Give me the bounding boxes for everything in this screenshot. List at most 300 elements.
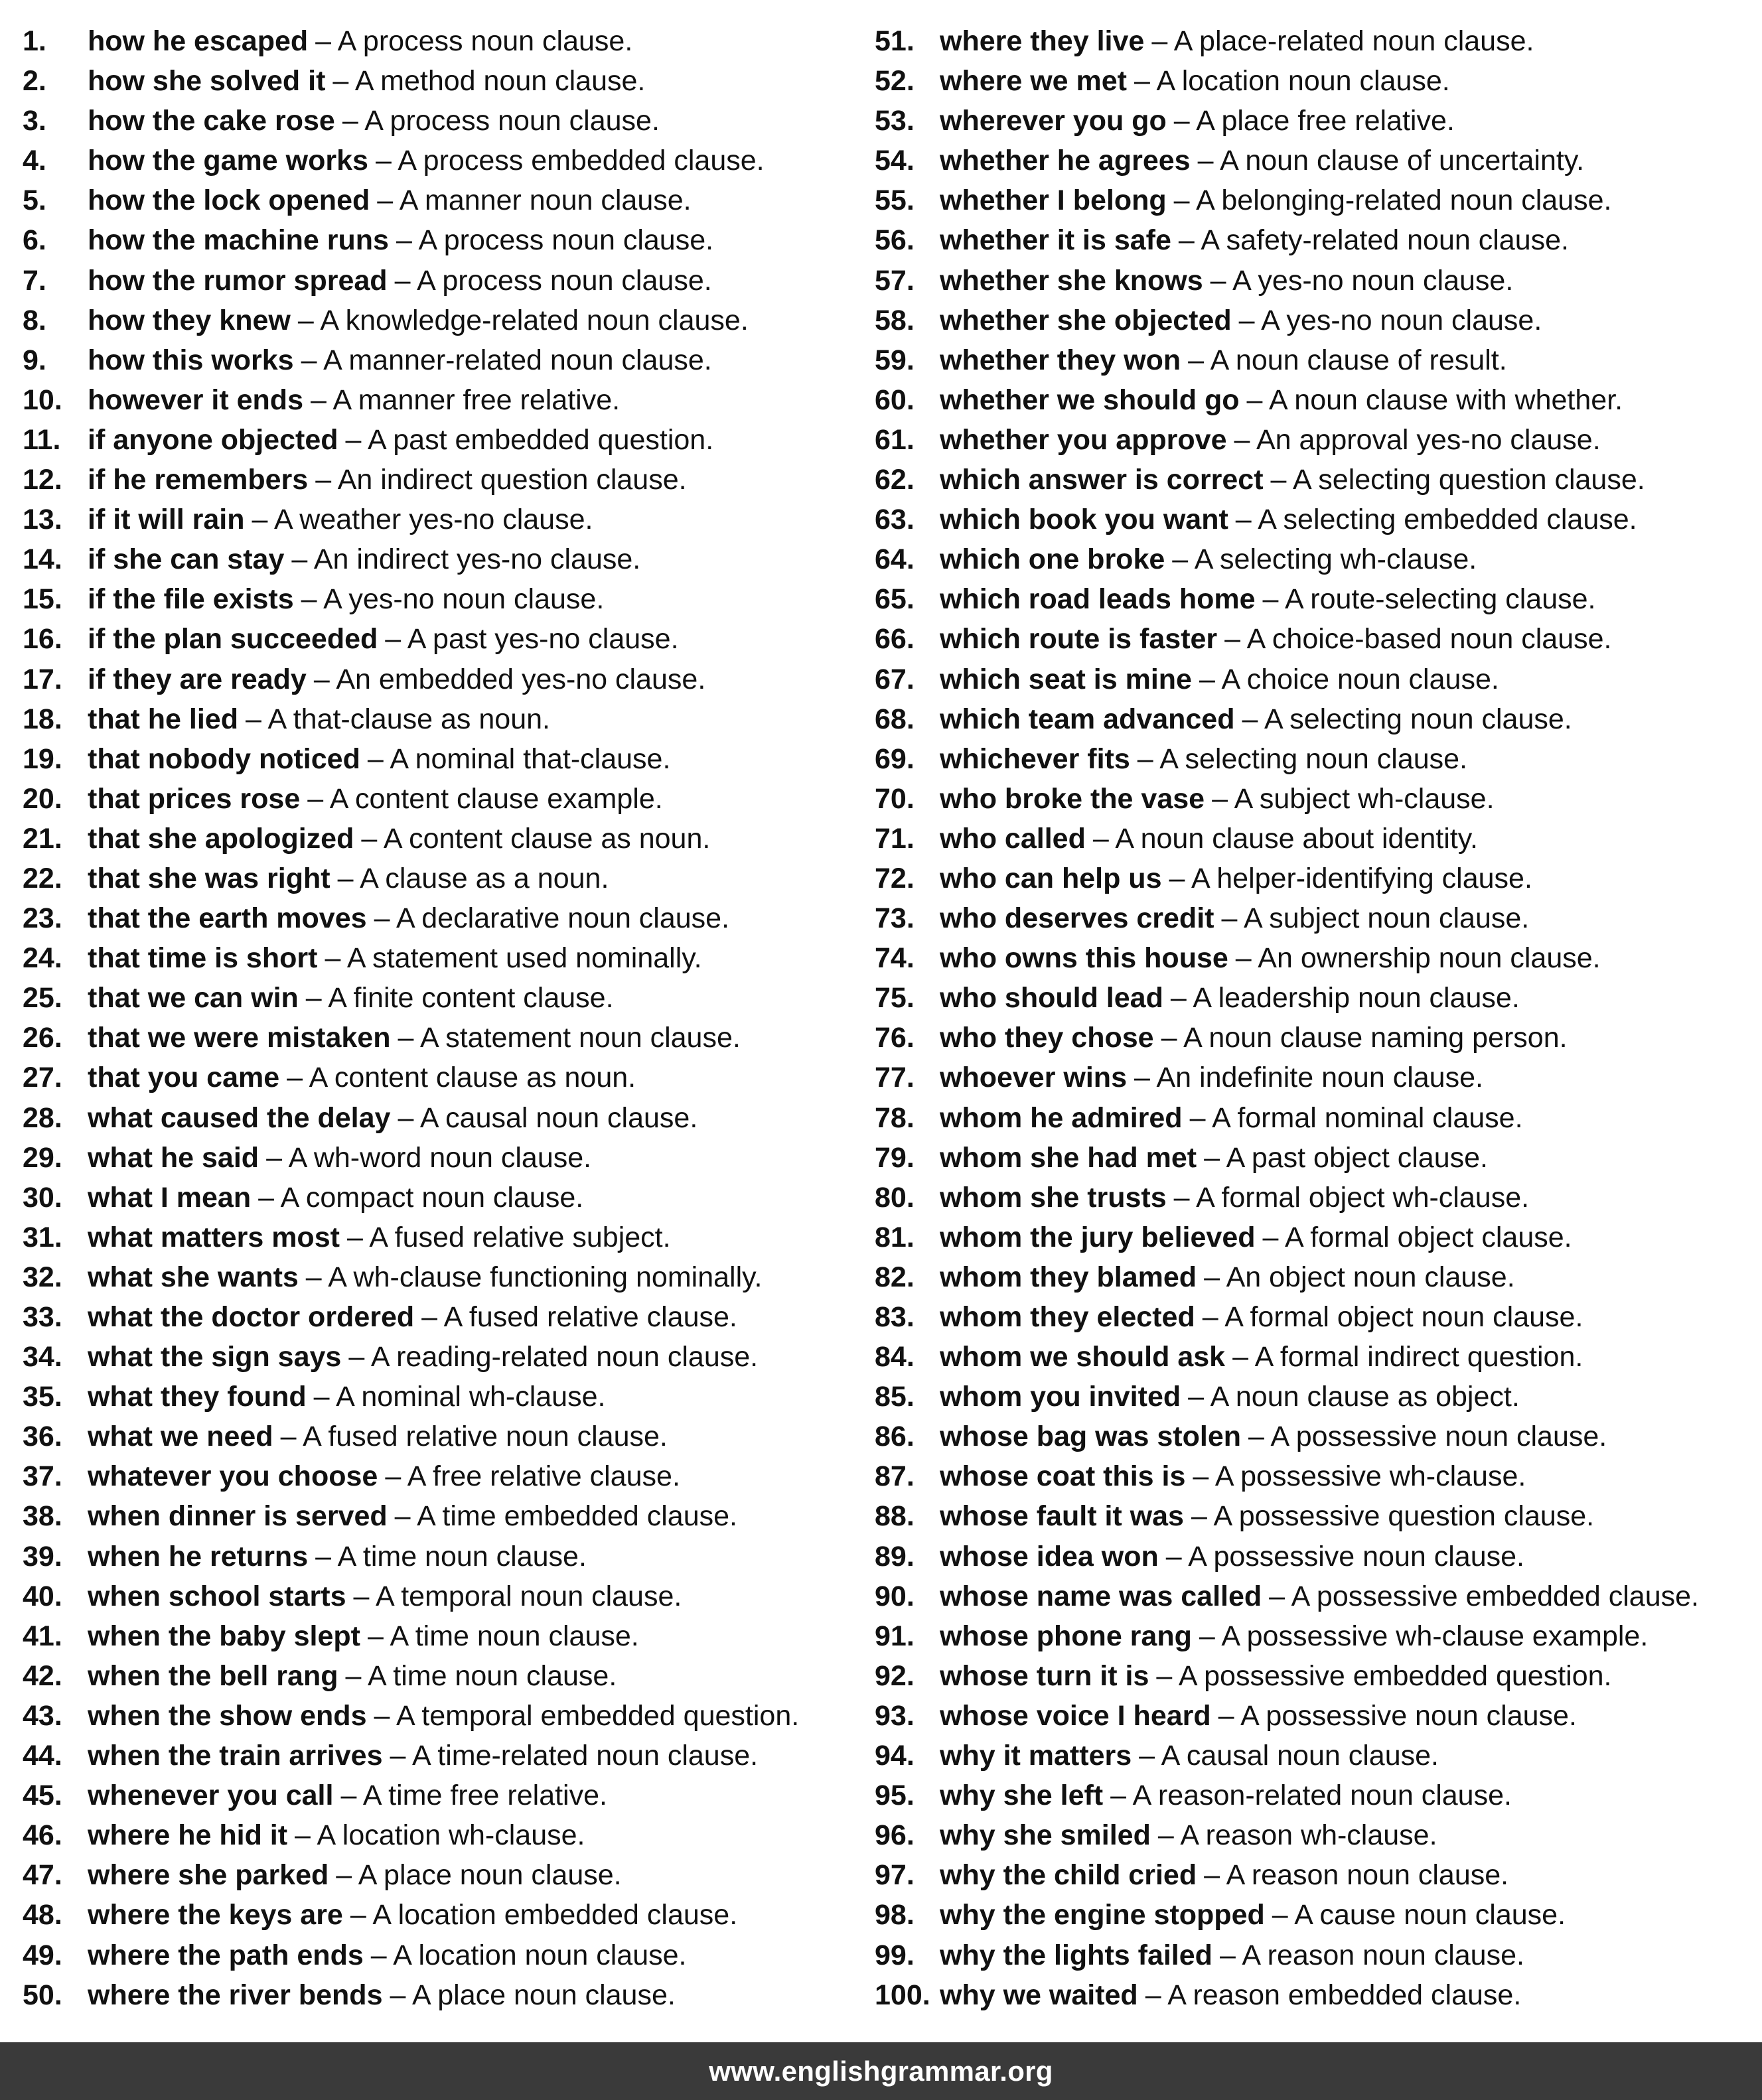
entry-description: – A time noun clause. [345, 1659, 617, 1692]
entry-number: 55. [875, 184, 915, 217]
list-item [875, 1935, 1751, 1975]
list-item [875, 1855, 1751, 1895]
list-item [875, 978, 1751, 1018]
entry-description: – A yes-no noun clause. [1238, 304, 1542, 336]
entry-number: 16. [23, 623, 62, 656]
list-item [23, 579, 845, 619]
entry-number: 11. [23, 423, 61, 456]
entry-description: – An approval yes-no clause. [1234, 423, 1601, 456]
entry-number: 51. [875, 25, 915, 57]
entry-number: 76. [875, 1022, 915, 1054]
entry-number: 96. [875, 1819, 915, 1852]
entry-description: – A fused relative noun clause. [280, 1421, 668, 1453]
entry-phrase: when the train arrives [88, 1740, 383, 1772]
entry-number: 85. [875, 1381, 915, 1413]
entry-phrase: who deserves credit [940, 902, 1214, 935]
list-item [875, 1257, 1751, 1297]
entry-phrase: whoever wins [940, 1062, 1127, 1094]
entry-phrase: that we were mistaken [88, 1022, 391, 1054]
entry-phrase: whose fault it was [940, 1500, 1184, 1533]
entry-number: 84. [875, 1341, 915, 1373]
list-item [875, 21, 1751, 61]
entry-phrase: whether she objected [940, 304, 1232, 336]
entry-phrase: if the plan succeeded [88, 623, 378, 656]
list-item [23, 1895, 845, 1935]
entry-description: – A wh-clause functioning nominally. [305, 1261, 763, 1293]
entry-phrase: how they knew [88, 304, 291, 336]
list-item [23, 1257, 845, 1297]
entry-description: – A past object clause. [1204, 1141, 1488, 1174]
list-item [23, 180, 845, 220]
entry-description: – A reason wh-clause. [1157, 1819, 1437, 1852]
entry-phrase: that time is short [88, 942, 318, 975]
entry-number: 79. [875, 1141, 915, 1174]
entry-phrase: that she was right [88, 862, 330, 894]
list-item [23, 859, 845, 898]
entry-number: 68. [875, 703, 915, 735]
entry-phrase: where the path ends [88, 1939, 364, 1971]
entry-phrase: how this works [88, 344, 294, 376]
list-item [23, 1377, 845, 1417]
list-item [23, 1018, 845, 1058]
list-item [23, 1178, 845, 1218]
entry-number: 87. [875, 1460, 915, 1493]
entry-number: 26. [23, 1022, 62, 1054]
entry-number: 43. [23, 1699, 62, 1732]
footer-url: www.englishgrammar.org [709, 2055, 1053, 2087]
entry-description: – A process embedded clause. [375, 145, 765, 177]
list-item [875, 1736, 1751, 1776]
entry-phrase: which team advanced [940, 703, 1235, 735]
entry-description: – A process noun clause. [396, 224, 714, 257]
list-item [23, 699, 845, 739]
list-item [875, 859, 1751, 898]
entry-phrase: which road leads home [940, 583, 1256, 616]
list-item [875, 1696, 1751, 1736]
entry-number: 3. [23, 105, 46, 137]
list-item [875, 500, 1751, 539]
entry-phrase: whenever you call [88, 1780, 334, 1812]
entry-phrase: where we met [940, 65, 1127, 98]
entry-description: – An indirect question clause. [315, 464, 687, 496]
entry-description: – A selecting embedded clause. [1235, 504, 1637, 536]
list-item [23, 779, 845, 819]
list-item [875, 1656, 1751, 1696]
entry-phrase: whether you approve [940, 423, 1227, 456]
entry-phrase: whose coat this is [940, 1460, 1186, 1493]
list-item [875, 819, 1751, 859]
list-item [875, 1218, 1751, 1257]
entry-phrase: whether they won [940, 344, 1181, 376]
list-item [875, 1895, 1751, 1935]
entry-phrase: however it ends [88, 384, 303, 416]
entry-phrase: what they found [88, 1381, 307, 1413]
entry-number: 61. [875, 423, 915, 456]
list-item [875, 779, 1751, 819]
list-item [23, 261, 845, 301]
list-item [23, 1098, 845, 1138]
entry-description: – A fused relative clause. [421, 1301, 737, 1333]
entry-description: – A noun clause about identity. [1092, 822, 1478, 855]
entry-number: 89. [875, 1540, 915, 1573]
list-item [23, 141, 845, 180]
entry-number: 18. [23, 703, 62, 735]
entry-number: 23. [23, 902, 62, 935]
list-item [23, 1935, 845, 1975]
entry-phrase: whether she knows [940, 264, 1203, 297]
entry-description: – A free relative clause. [385, 1460, 680, 1493]
entry-number: 41. [23, 1620, 62, 1652]
entry-phrase: where he hid it [88, 1819, 288, 1852]
entry-description: – A process noun clause. [394, 264, 712, 297]
entry-number: 12. [23, 464, 62, 496]
entry-phrase: which one broke [940, 543, 1165, 576]
entry-description: – A time embedded clause. [394, 1500, 737, 1533]
list-item [23, 21, 845, 61]
list-item [875, 101, 1751, 141]
entry-phrase: where the keys are [88, 1899, 343, 1931]
entry-number: 38. [23, 1500, 62, 1533]
list-item [23, 898, 845, 938]
entry-description: – An indefinite noun clause. [1134, 1062, 1483, 1094]
entry-description: – A that-clause as noun. [245, 703, 550, 735]
entry-number: 5. [23, 184, 46, 217]
entry-number: 99. [875, 1939, 915, 1971]
entry-number: 1. [23, 25, 46, 57]
list-item [23, 420, 845, 460]
entry-number: 50. [23, 1979, 62, 2011]
list-item [875, 61, 1751, 101]
entry-phrase: when the bell rang [88, 1659, 338, 1692]
entry-number: 53. [875, 105, 915, 137]
entry-description: – A selecting wh-clause. [1172, 543, 1477, 576]
entry-phrase: who owns this house [940, 942, 1228, 975]
list-item [875, 1058, 1751, 1097]
entry-number: 4. [23, 145, 46, 177]
entry-phrase: what we need [88, 1421, 273, 1453]
entry-description: – A yes-no noun clause. [301, 583, 605, 616]
entry-phrase: why the engine stopped [940, 1899, 1265, 1931]
list-item [23, 220, 845, 260]
entry-description: – A noun clause as object. [1188, 1381, 1520, 1413]
list-item [875, 938, 1751, 978]
entry-description: – A time noun clause. [315, 1540, 587, 1573]
list-item [23, 1696, 845, 1736]
entry-number: 74. [875, 942, 915, 975]
entry-phrase: what she wants [88, 1261, 299, 1293]
list-item [875, 1178, 1751, 1218]
entry-phrase: whose voice I heard [940, 1699, 1211, 1732]
entry-description: – A manner-related noun clause. [301, 344, 712, 376]
entry-number: 77. [875, 1062, 915, 1094]
list-item [875, 420, 1751, 460]
entry-description: – A time free relative. [340, 1780, 607, 1812]
entry-number: 63. [875, 504, 915, 536]
entry-number: 57. [875, 264, 915, 297]
entry-description: – A safety-related noun clause. [1178, 224, 1569, 257]
entry-phrase: how the cake rose [88, 105, 335, 137]
entry-number: 65. [875, 583, 915, 616]
entry-description: – A manner noun clause. [377, 184, 692, 217]
entry-description: – A leadership noun clause. [1170, 982, 1520, 1015]
entry-description: – A yes-no noun clause. [1210, 264, 1514, 297]
entry-phrase: when the baby slept [88, 1620, 360, 1652]
list-item [23, 500, 845, 539]
entry-phrase: whom they blamed [940, 1261, 1197, 1293]
entry-number: 25. [23, 982, 62, 1015]
entry-phrase: what I mean [88, 1181, 252, 1214]
list-item [875, 220, 1751, 260]
entry-description: – A reason noun clause. [1219, 1939, 1524, 1971]
entry-number: 56. [875, 224, 915, 257]
entry-number: 22. [23, 862, 62, 894]
list-item [875, 141, 1751, 180]
list-item [875, 1496, 1751, 1536]
entry-phrase: what caused the delay [88, 1101, 391, 1134]
entry-number: 93. [875, 1699, 915, 1732]
entry-description: – A possessive question clause. [1191, 1500, 1595, 1533]
entry-number: 70. [875, 782, 915, 815]
entry-phrase: that prices rose [88, 782, 301, 815]
entry-phrase: that nobody noticed [88, 742, 360, 775]
entry-phrase: whether we should go [940, 384, 1240, 416]
entry-list-right [875, 21, 1751, 2015]
entry-description: – A time noun clause. [367, 1620, 639, 1652]
entry-phrase: why she left [940, 1780, 1104, 1812]
list-item [23, 1616, 845, 1656]
entry-phrase: that he lied [88, 703, 238, 735]
list-item [23, 1855, 845, 1895]
entry-number: 35. [23, 1381, 62, 1413]
entry-number: 29. [23, 1141, 62, 1174]
entry-number: 88. [875, 1500, 915, 1533]
list-item [875, 1537, 1751, 1576]
entry-phrase: why the lights failed [940, 1939, 1212, 1971]
list-item [23, 938, 845, 978]
list-item [875, 1576, 1751, 1616]
list-item [23, 1297, 845, 1337]
entry-phrase: why it matters [940, 1740, 1132, 1772]
list-item [875, 1815, 1751, 1855]
list-item [875, 1616, 1751, 1656]
entry-description: – A formal indirect question. [1232, 1341, 1583, 1373]
entry-number: 95. [875, 1780, 915, 1812]
entry-number: 2. [23, 65, 46, 98]
entry-phrase: whether he agrees [940, 145, 1191, 177]
entry-number: 90. [875, 1580, 915, 1612]
entry-phrase: when dinner is served [88, 1500, 388, 1533]
entry-phrase: who they chose [940, 1022, 1154, 1054]
entry-phrase: that we can win [88, 982, 299, 1015]
entry-phrase: whose name was called [940, 1580, 1262, 1612]
entry-number: 20. [23, 782, 62, 815]
entry-phrase: where the river bends [88, 1979, 383, 2011]
entry-description: – A reading-related noun clause. [348, 1341, 759, 1373]
entry-number: 39. [23, 1540, 62, 1573]
entry-number: 6. [23, 224, 46, 257]
entry-description: – A helper-identifying clause. [1169, 862, 1532, 894]
list-item [23, 1218, 845, 1257]
entry-phrase: which seat is mine [940, 663, 1192, 695]
entry-description: – A fused relative subject. [346, 1221, 671, 1253]
entry-number: 59. [875, 344, 915, 376]
entry-phrase: where they live [940, 25, 1145, 57]
entry-phrase: whom the jury believed [940, 1221, 1256, 1253]
entry-description: – A cause noun clause. [1272, 1899, 1566, 1931]
entry-phrase: which route is faster [940, 623, 1218, 656]
list-item [875, 1297, 1751, 1337]
entry-number: 92. [875, 1659, 915, 1692]
entry-description: – A location noun clause. [370, 1939, 687, 1971]
entry-number: 54. [875, 145, 915, 177]
entry-phrase: whom we should ask [940, 1341, 1226, 1373]
entry-phrase: when the show ends [88, 1699, 367, 1732]
entry-description: – A route-selecting clause. [1262, 583, 1596, 616]
entry-description: – A causal noun clause. [398, 1101, 698, 1134]
entry-description: – A possessive wh-clause. [1193, 1460, 1526, 1493]
entry-description: – A formal object clause. [1262, 1221, 1572, 1253]
entry-number: 8. [23, 304, 46, 336]
entry-phrase: whichever fits [940, 742, 1130, 775]
entry-number: 24. [23, 942, 62, 975]
entry-phrase: if anyone objected [88, 423, 338, 456]
entry-phrase: how the rumor spread [88, 264, 388, 297]
entry-description: – A belonging-related noun clause. [1173, 184, 1612, 217]
list-item [875, 380, 1751, 420]
entry-description: – A noun clause with whether. [1246, 384, 1623, 416]
entry-description: – A reason noun clause. [1204, 1859, 1509, 1892]
entry-phrase: who should lead [940, 982, 1163, 1015]
list-item [23, 1138, 845, 1178]
entry-description: – An indirect yes-no clause. [291, 543, 641, 576]
entry-phrase: whose phone rang [940, 1620, 1192, 1652]
entry-phrase: that you came [88, 1062, 280, 1094]
entry-description: – A selecting noun clause. [1137, 742, 1468, 775]
entry-description: – A possessive embedded question. [1156, 1659, 1612, 1692]
entry-phrase: whose turn it is [940, 1659, 1149, 1692]
entry-number: 47. [23, 1859, 62, 1892]
list-item [875, 1456, 1751, 1496]
entry-description: – A clause as a noun. [337, 862, 609, 894]
entry-number: 27. [23, 1062, 62, 1094]
entry-description: – A formal object wh-clause. [1173, 1181, 1530, 1214]
entry-phrase: when school starts [88, 1580, 346, 1612]
list-item [23, 539, 845, 579]
entry-number: 13. [23, 504, 62, 536]
entry-description: – A formal object noun clause. [1202, 1301, 1583, 1333]
entry-number: 45. [23, 1780, 62, 1812]
entry-phrase: which answer is correct [940, 464, 1264, 496]
list-item [23, 819, 845, 859]
list-item [875, 619, 1751, 659]
entry-number: 32. [23, 1261, 62, 1293]
entry-phrase: how he escaped [88, 25, 309, 57]
entry-number: 14. [23, 543, 62, 576]
list-item [23, 978, 845, 1018]
entry-description: – A possessive embedded clause. [1269, 1580, 1699, 1612]
entry-phrase: why we waited [940, 1979, 1138, 2011]
list-item [23, 1815, 845, 1855]
footer-bar [0, 2042, 1762, 2100]
entry-description: – A formal nominal clause. [1189, 1101, 1523, 1134]
entry-description: – A process noun clause. [315, 25, 633, 57]
entry-description: – A location wh-clause. [295, 1819, 585, 1852]
entry-description: – A place noun clause. [390, 1979, 676, 2011]
entry-number: 91. [875, 1620, 915, 1652]
list-item [23, 619, 845, 659]
entry-description: – A location noun clause. [1134, 65, 1450, 98]
entry-phrase: whom he admired [940, 1101, 1183, 1134]
list-item [875, 460, 1751, 500]
list-item [875, 579, 1751, 619]
entry-description: – A weather yes-no clause. [252, 504, 593, 536]
entry-description: – A manner free relative. [310, 384, 621, 416]
entry-phrase: if she can stay [88, 543, 285, 576]
list-item [875, 898, 1751, 938]
entry-description: – A process noun clause. [342, 105, 660, 137]
entry-description: – A compact noun clause. [258, 1181, 584, 1214]
entry-number: 69. [875, 742, 915, 775]
entry-number: 94. [875, 1740, 915, 1772]
entry-phrase: if they are ready [88, 663, 307, 695]
entry-description: – A time-related noun clause. [390, 1740, 759, 1772]
entry-description: – A noun clause naming person. [1161, 1022, 1568, 1054]
entry-description: – A statement used nominally. [325, 942, 702, 975]
list-item [875, 1417, 1751, 1456]
list-item [875, 1337, 1751, 1377]
entry-number: 30. [23, 1181, 62, 1214]
entry-description: – A content clause example. [307, 782, 663, 815]
entry-description: – A choice-based noun clause. [1224, 623, 1612, 656]
entry-phrase: whose idea won [940, 1540, 1159, 1573]
entry-number: 48. [23, 1899, 62, 1931]
entry-number: 83. [875, 1301, 915, 1333]
entry-phrase: whether I belong [940, 184, 1167, 217]
entry-description: – A noun clause of uncertainty. [1197, 145, 1585, 177]
entry-description: – A location embedded clause. [350, 1899, 738, 1931]
entry-phrase: whom she trusts [940, 1181, 1167, 1214]
entry-phrase: what the sign says [88, 1341, 342, 1373]
list-item [23, 380, 845, 420]
entry-phrase: if the file exists [88, 583, 294, 616]
entry-phrase: how the machine runs [88, 224, 389, 257]
list-item [23, 1337, 845, 1377]
list-item [23, 1656, 845, 1696]
entry-number: 15. [23, 583, 62, 616]
entry-number: 19. [23, 742, 62, 775]
list-item [875, 699, 1751, 739]
entry-number: 42. [23, 1659, 62, 1692]
entry-phrase: why she smiled [940, 1819, 1151, 1852]
entry-number: 34. [23, 1341, 62, 1373]
entry-number: 62. [875, 464, 915, 496]
entry-description: – A possessive noun clause. [1248, 1421, 1607, 1453]
entry-number: 86. [875, 1421, 915, 1453]
entry-phrase: which book you want [940, 504, 1228, 536]
list-item [23, 1736, 845, 1776]
list-item [875, 660, 1751, 699]
entry-list-left [23, 21, 845, 2015]
entry-phrase: who broke the vase [940, 782, 1205, 815]
entry-phrase: where she parked [88, 1859, 329, 1892]
entry-phrase: what the doctor ordered [88, 1301, 415, 1333]
entry-number: 17. [23, 663, 62, 695]
entry-number: 52. [875, 65, 915, 98]
entry-number: 98. [875, 1899, 915, 1931]
list-item [23, 340, 845, 380]
entry-description: – A place-related noun clause. [1151, 25, 1534, 57]
list-item [23, 1576, 845, 1616]
